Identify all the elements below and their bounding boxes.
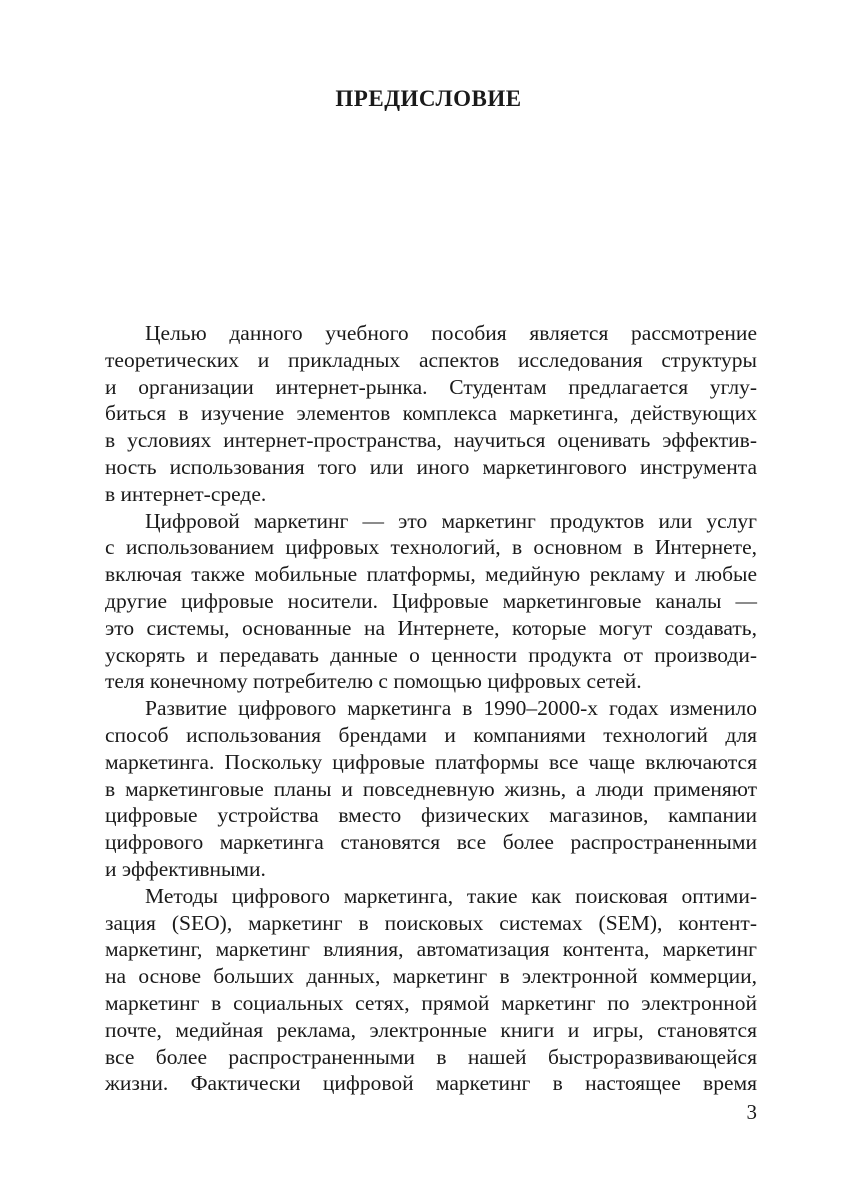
text-line: ускорять и передавать данные о ценности продукта от производи-	[105, 642, 757, 667]
paragraph	[105, 320, 757, 508]
text-line: способ использования брендами и компаниями технологий для	[105, 722, 757, 747]
text-line: теоретических и прикладных аспектов исследования структуры	[105, 347, 757, 372]
text-line: биться в изучение элементов комплекса маркетинга, действующих	[105, 401, 757, 426]
body-text	[105, 320, 757, 1097]
page-title: ПРЕДИСЛОВИЕ	[335, 86, 522, 111]
text-line: ность использования того или иного маркетингового инструмента	[105, 454, 757, 479]
text-line: другие цифровые носители. Цифровые маркетинговые каналы —	[105, 588, 757, 613]
text-line: маркетинга. Поскольку цифровые платформы все чаще включаются	[105, 749, 757, 774]
text-line: с использованием цифровых технологий, в основном в Интернете,	[105, 535, 757, 560]
text-line: в маркетинговые планы и повседневную жизнь, а люди применяют	[105, 776, 757, 801]
text-line: Цифровой маркетинг — это маркетинг продуктов или услуг	[145, 508, 757, 533]
text-line: маркетинг в социальных сетях, прямой маркетинг по электронной	[105, 990, 757, 1015]
text-line: Методы цифрового маркетинга, такие как поисковая оптими-	[145, 883, 757, 908]
text-line: это системы, основанные на Интернете, которые могут создавать,	[105, 615, 757, 640]
text-line: Развитие цифрового маркетинга в 1990–2000-х годах изменило	[145, 696, 757, 721]
text-line: цифровые устройства вместо физических магазинов, кампании	[105, 803, 757, 828]
text-line: Целью данного учебного пособия является рассмотрение	[145, 321, 757, 345]
text-line: маркетинг, маркетинг влияния, автоматизация контента, маркетинг	[105, 937, 757, 962]
paragraph	[105, 695, 757, 883]
text-line: почте, медийная реклама, электронные книги и игры, становятся	[105, 1017, 757, 1042]
text-line: на основе больших данных, маркетинг в электронной коммерции,	[105, 964, 757, 989]
text-line: включая также мобильные платформы, медийную рекламу и любые	[105, 562, 757, 587]
text-line: все более распространенными в нашей быстроразвивающейся	[105, 1044, 757, 1069]
paragraph	[105, 883, 757, 1097]
text-line: в условиях интернет-пространства, научиться оценивать эффектив-	[105, 428, 757, 453]
text-line: зация (SEO), маркетинг в поисковых системах (SEM), контент-	[105, 910, 757, 935]
text-line: теля конечному потребителю с помощью цифровых сетей.	[105, 669, 642, 694]
text-line: и организации интернет-рынка. Студентам предлагается углу-	[105, 374, 757, 399]
text-line: в интернет-среде.	[105, 481, 267, 506]
text-line: жизни. Фактически цифровой маркетинг в настоящее время	[105, 1071, 757, 1096]
text-line: и эффективными.	[105, 856, 266, 881]
page-number: 3	[746, 1100, 757, 1124]
text-line: цифрового маркетинга становятся все более распространенными	[105, 830, 757, 855]
paragraph	[105, 508, 757, 696]
